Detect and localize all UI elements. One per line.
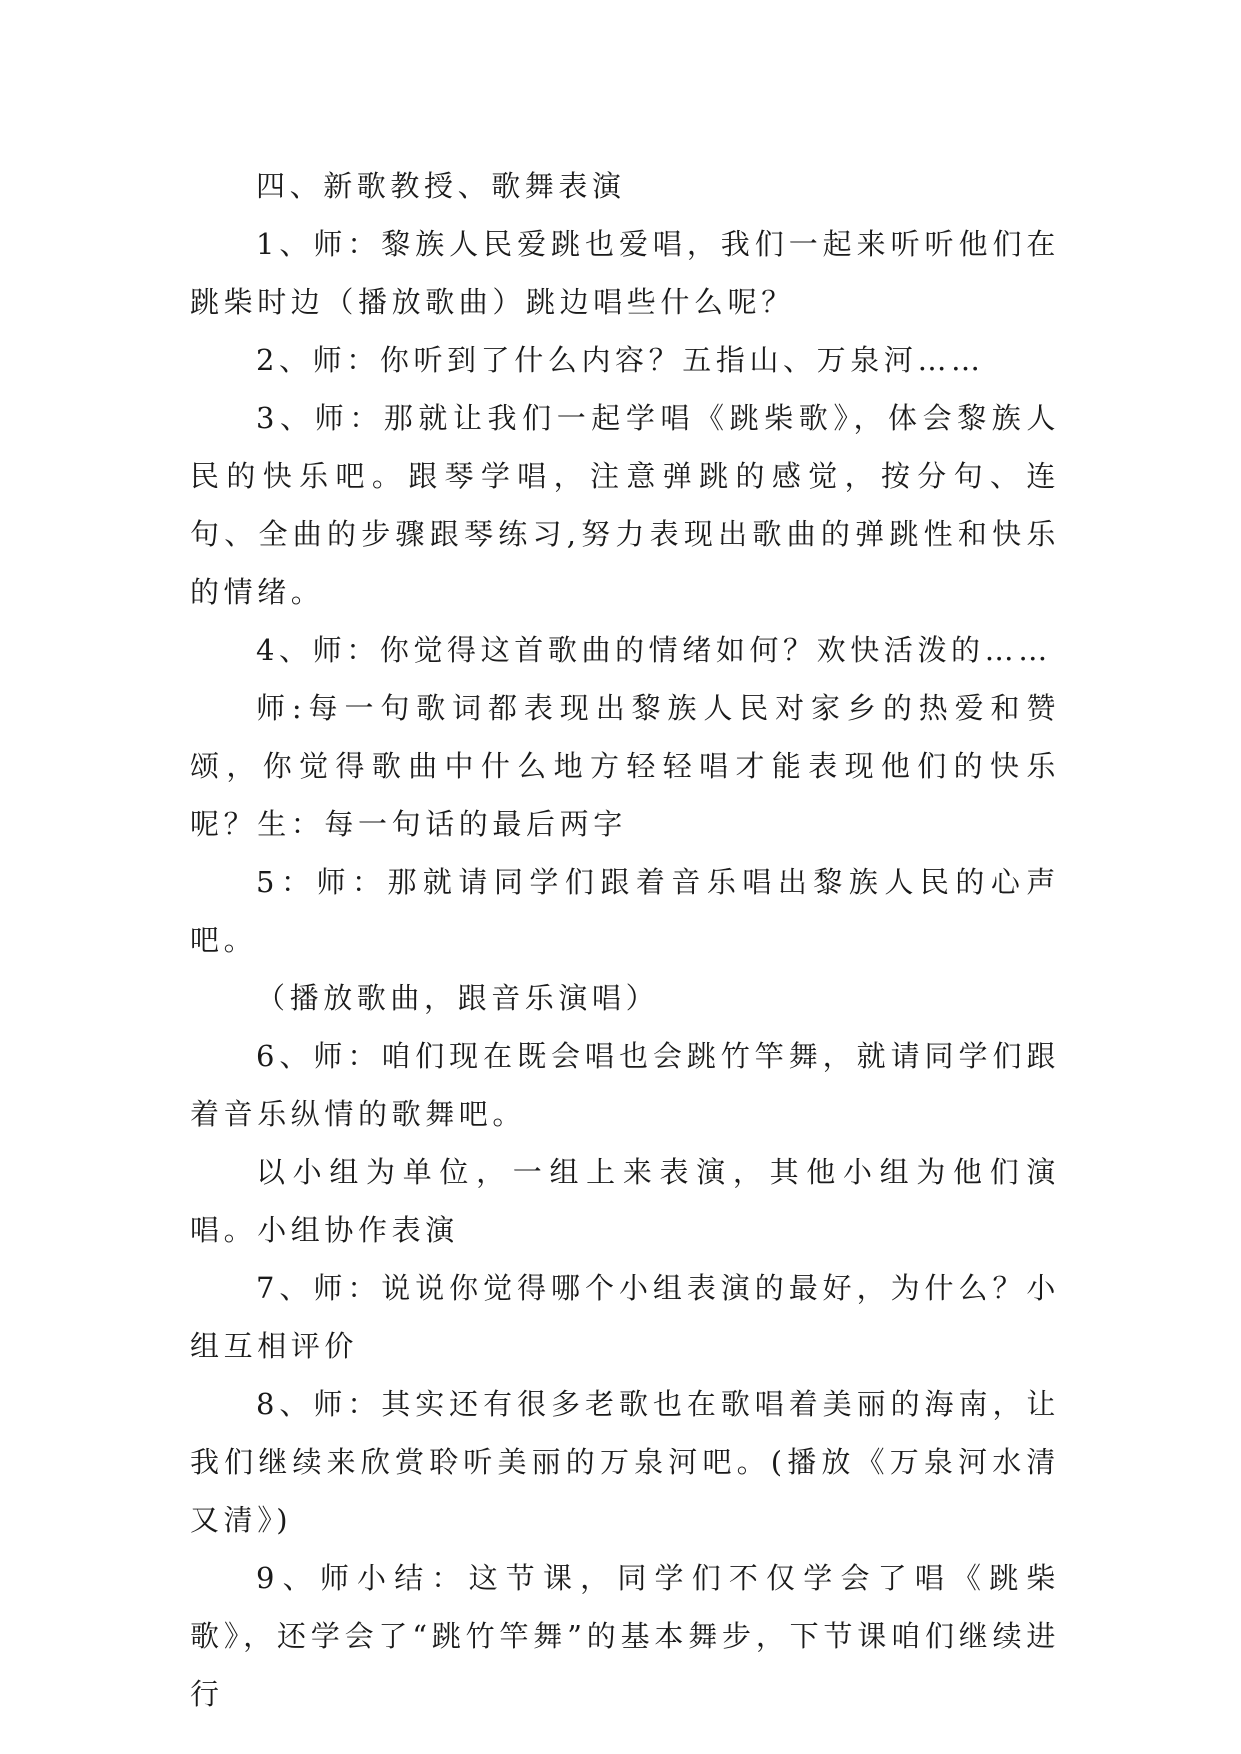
paragraph-7: 7、师：说说你觉得哪个小组表演的最好，为什么？小组互相评价 bbox=[190, 1271, 1060, 1363]
document-body bbox=[190, 157, 1060, 1723]
paragraph-8: 8、师：其实还有很多老歌也在歌唱着美丽的海南，让我们继续来欣赏聆听美丽的万泉河吧。(播放《万泉河水清又清》) bbox=[190, 1387, 1060, 1537]
paragraph-3: 3、师：那就让我们一起学唱《跳柴歌》，体会黎族人民的快乐吧。跟琴学唱，注意弹跳的感觉，按分句、连句、全曲的步骤跟琴练习,努力表现出歌曲的弹跳性和快乐的情绪。 bbox=[190, 401, 1060, 609]
paragraph-4: 4、师：你觉得这首歌曲的情绪如何？欢快活泼的…… bbox=[256, 633, 1052, 667]
paragraph-play-note: （播放歌曲，跟音乐演唱） bbox=[256, 981, 660, 1015]
paragraph-group-note: 以小组为单位，一组上来表演，其他小组为他们演唱。小组协作表演 bbox=[190, 1155, 1060, 1247]
section-heading: 四、新歌教授、歌舞表演 bbox=[256, 169, 626, 203]
paragraph-6: 6、师：咱们现在既会唱也会跳竹竿舞，就请同学们跟着音乐纵情的歌舞吧。 bbox=[190, 1039, 1060, 1131]
paragraph-1: 1、师：黎族人民爱跳也爱唱，我们一起来听听他们在跳柴时边（播放歌曲）跳边唱些什么呢？ bbox=[190, 227, 1060, 319]
paragraph-9: 9、师小结：这节课，同学们不仅学会了唱《跳柴歌》，还学会了“跳竹竿舞”的基本舞步，下节课咱们继续进行 bbox=[190, 1561, 1060, 1711]
paragraph-2: 2、师：你听到了什么内容？五指山、万泉河…… bbox=[256, 343, 985, 377]
paragraph-teacher-note: 师:每一句歌词都表现出黎族人民对家乡的热爱和赞颂，你觉得歌曲中什么地方轻轻唱才能表现他们的快乐呢？生：每一句话的最后两字 bbox=[190, 691, 1060, 841]
paragraph-5: 5：师：那就请同学们跟着音乐唱出黎族人民的心声吧。 bbox=[190, 865, 1060, 957]
